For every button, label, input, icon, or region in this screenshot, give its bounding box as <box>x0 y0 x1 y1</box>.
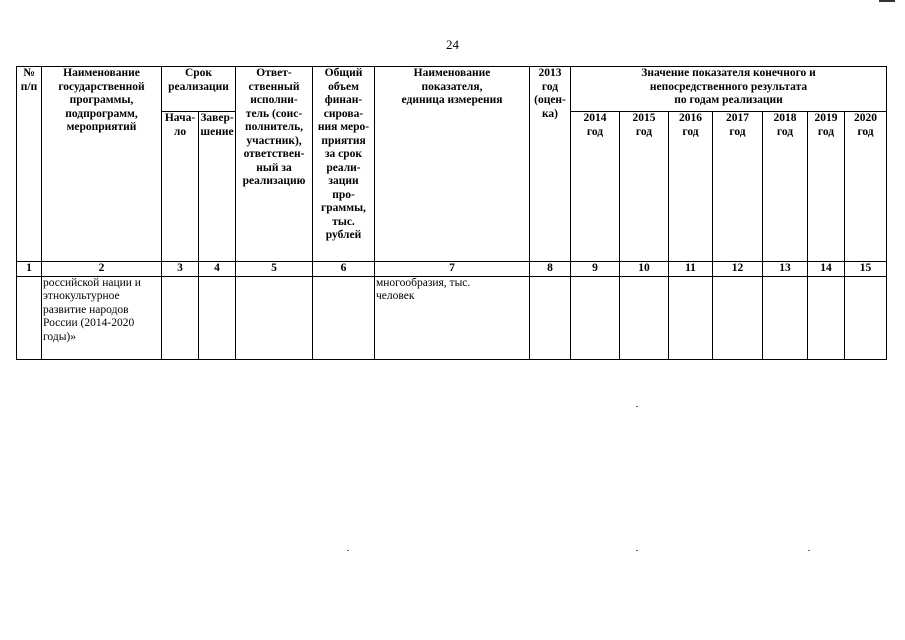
column-number: 10 <box>620 262 669 277</box>
column-number: 2 <box>42 262 162 277</box>
column-number-row <box>17 262 887 277</box>
row-value-2018-cell <box>763 276 808 359</box>
header-year-2017: 2017 год <box>713 112 763 262</box>
column-number: 15 <box>845 262 887 277</box>
scan-speck <box>347 550 349 551</box>
row-2013-cell <box>530 276 571 359</box>
header-year-2015: 2015 год <box>620 112 669 262</box>
table-row <box>17 276 887 359</box>
column-number: 3 <box>162 262 199 277</box>
row-value-2017-cell <box>713 276 763 359</box>
column-number: 12 <box>713 262 763 277</box>
scan-speck <box>636 406 638 407</box>
row-value-2015-cell <box>620 276 669 359</box>
header-program-name: Наименование государственной программы, подпрограмм, мероприятий <box>42 67 162 262</box>
header-responsible: Ответ- ственный исполни- тель (соис- полнитель, участник), ответствен- ный за реализацию <box>236 67 313 262</box>
header-num: № п/п <box>17 67 42 262</box>
column-number: 5 <box>236 262 313 277</box>
column-number: 11 <box>669 262 713 277</box>
row-indicator-cell: многообразия, тыс. человек <box>375 276 530 359</box>
column-number: 8 <box>530 262 571 277</box>
header-indicator: Наименование показателя, единица измерения <box>375 67 530 262</box>
page-number: 24 <box>446 37 459 52</box>
column-number: 6 <box>313 262 375 277</box>
column-number: 14 <box>808 262 845 277</box>
column-number: 13 <box>763 262 808 277</box>
column-number: 4 <box>199 262 236 277</box>
column-number: 7 <box>375 262 530 277</box>
header-funding: Общий объем финан- сирова- ния меро- приятия за срок реали- зации про- граммы, тыс. рублей <box>313 67 375 262</box>
row-value-2014-cell <box>571 276 620 359</box>
row-end-cell <box>199 276 236 359</box>
column-number: 9 <box>571 262 620 277</box>
corner-mark <box>879 0 895 2</box>
header-values-title: Значение показателя конечного и непосредственного результата по годам реализации <box>571 67 887 112</box>
row-value-2019-cell <box>808 276 845 359</box>
row-value-2020-cell <box>845 276 887 359</box>
scan-speck <box>636 550 638 551</box>
row-responsible-cell <box>236 276 313 359</box>
scan-speck <box>808 550 810 551</box>
program-table <box>16 66 887 360</box>
header-period: Срок реализации <box>162 67 236 112</box>
header-year-2018: 2018 год <box>763 112 808 262</box>
row-start-cell <box>162 276 199 359</box>
row-num-cell <box>17 276 42 359</box>
header-year-2019: 2019 год <box>808 112 845 262</box>
header-year-2016: 2016 год <box>669 112 713 262</box>
row-value-2016-cell <box>669 276 713 359</box>
header-year-2020: 2020 год <box>845 112 887 262</box>
column-number: 1 <box>17 262 42 277</box>
row-funding-cell <box>313 276 375 359</box>
header-year-2013: 2013 год (оцен- ка) <box>530 67 571 262</box>
header-year-2014: 2014 год <box>571 112 620 262</box>
header-period-end: Завер- шение <box>199 112 236 262</box>
header-period-start: Нача- ло <box>162 112 199 262</box>
row-program-name-cell: российской нации и этнокультурное развитие народов России (2014-2020 годы)» <box>42 276 162 359</box>
